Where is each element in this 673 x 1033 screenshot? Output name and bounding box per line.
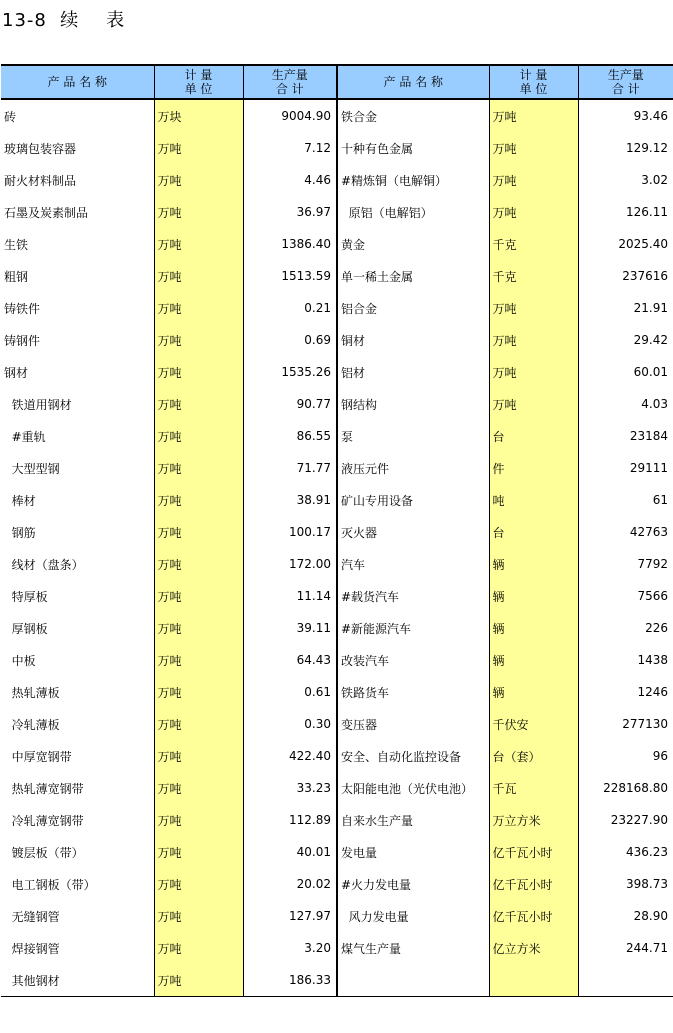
table-row [1, 196, 673, 228]
value-cell: 7.12 [243, 132, 337, 164]
product-name-cell: 铝材 [341, 365, 366, 380]
unit-cell: 万吨 [154, 420, 243, 452]
unit-cell: 万吨 [154, 900, 243, 932]
value-cell: 42763 [629, 525, 668, 539]
header-unit-right: 计 量 单 位 [489, 65, 578, 99]
unit-cell: 辆 [489, 580, 578, 612]
table-row [1, 932, 673, 964]
value-cell: 20.02 [243, 868, 337, 900]
value-cell: 237616 [622, 269, 668, 283]
table-row [1, 708, 673, 740]
header-total-right: 生产量 合 计 [578, 65, 673, 99]
value-cell: 38.91 [243, 484, 337, 516]
value-cell: 71.77 [243, 452, 337, 484]
product-name-cell: 钢结构 [341, 397, 378, 412]
unit-cell: 万吨 [154, 612, 243, 644]
unit-cell: 件 [489, 452, 578, 484]
value-cell: 129.12 [626, 141, 668, 155]
product-name-cell: 铝合金 [341, 301, 378, 316]
unit-cell: 万吨 [154, 452, 243, 484]
table-row [1, 548, 673, 580]
unit-cell: 万吨 [489, 388, 578, 420]
unit-cell: 辆 [489, 644, 578, 676]
value-cell: 29111 [629, 461, 668, 475]
product-name-cell: 冷轧薄板 [4, 717, 60, 732]
product-name-cell: #新能源汽车 [341, 621, 412, 636]
product-name-cell: 热轧薄宽钢带 [4, 781, 84, 796]
product-name-cell: 生铁 [4, 237, 29, 252]
value-cell: 9004.90 [243, 99, 337, 132]
product-name-cell: 太阳能电池（光伏电池） [341, 781, 474, 796]
value-cell: 2025.40 [618, 237, 668, 251]
unit-cell: 万吨 [154, 676, 243, 708]
value-cell: 0.21 [243, 292, 337, 324]
table-row [1, 900, 673, 932]
unit-cell: 万吨 [154, 644, 243, 676]
table-row [1, 772, 673, 804]
unit-cell: 万吨 [489, 356, 578, 388]
unit-cell: 辆 [489, 612, 578, 644]
unit-cell: 万吨 [154, 516, 243, 548]
value-cell: 7566 [637, 589, 668, 603]
table-row [1, 356, 673, 388]
table-row [1, 644, 673, 676]
table-row [1, 612, 673, 644]
value-cell: 60.01 [633, 365, 668, 379]
table-row [1, 99, 673, 132]
unit-cell: 辆 [489, 676, 578, 708]
product-name-cell: 特厚板 [4, 589, 48, 604]
product-name-cell: 焊接钢管 [4, 941, 60, 956]
header-row [1, 65, 673, 99]
unit-cell: 万吨 [154, 964, 243, 997]
table-row [1, 836, 673, 868]
product-name-cell: 发电量 [341, 845, 378, 860]
value-cell: 3.20 [243, 932, 337, 964]
value-cell: 86.55 [243, 420, 337, 452]
value-cell: 112.89 [243, 804, 337, 836]
value-cell: 40.01 [243, 836, 337, 868]
unit-cell: 万吨 [154, 548, 243, 580]
value-cell: 186.33 [243, 964, 337, 997]
table-row [1, 228, 673, 260]
product-name-cell: 风力发电量 [341, 909, 409, 924]
value-cell: 0.61 [243, 676, 337, 708]
unit-cell: 万吨 [154, 804, 243, 836]
product-name-cell: 钢材 [4, 365, 29, 380]
product-name-cell: 铁道用钢材 [4, 397, 72, 412]
product-name-cell: 耐火材料制品 [4, 173, 77, 188]
table-title: 13-8 续 表 [2, 10, 126, 31]
value-cell: 11.14 [243, 580, 337, 612]
unit-cell: 万块 [154, 99, 243, 132]
value-cell: 277130 [622, 717, 668, 731]
unit-cell: 万吨 [489, 324, 578, 356]
value-cell: 39.11 [243, 612, 337, 644]
value-cell: 28.90 [633, 909, 668, 923]
value-cell: 127.97 [243, 900, 337, 932]
product-name-cell: 灭火器 [341, 525, 378, 540]
table-row [1, 740, 673, 772]
unit-cell: 亿千瓦小时 [489, 900, 578, 932]
unit-cell: 万吨 [489, 99, 578, 132]
product-name-cell: #重轨 [4, 429, 46, 444]
product-name-cell: 泵 [341, 429, 354, 444]
value-cell: 228168.80 [603, 781, 668, 795]
table-row [1, 132, 673, 164]
unit-cell: 万吨 [154, 932, 243, 964]
product-name-cell: 改装汽车 [341, 653, 390, 668]
product-name-cell: 汽车 [341, 557, 366, 572]
product-name-cell: #火力发电量 [341, 877, 412, 892]
unit-cell: 万吨 [154, 836, 243, 868]
value-cell: 36.97 [243, 196, 337, 228]
table-row [1, 324, 673, 356]
unit-cell: 万立方米 [489, 804, 578, 836]
value-cell: 172.00 [243, 548, 337, 580]
unit-cell: 万吨 [154, 484, 243, 516]
value-cell: 422.40 [243, 740, 337, 772]
table-row [1, 868, 673, 900]
unit-cell: 台（套） [489, 740, 578, 772]
unit-cell: 万吨 [154, 292, 243, 324]
product-name-cell: 中板 [4, 653, 36, 668]
unit-cell: 辆 [489, 548, 578, 580]
header-product-name: 产 品 名 称 [1, 65, 154, 99]
value-cell [578, 964, 673, 997]
product-name-cell: 砖 [4, 109, 17, 124]
product-name-cell: #精炼铜（电解铜） [341, 173, 448, 188]
product-name-cell: 电工钢板（带） [4, 877, 96, 892]
value-cell: 1513.59 [243, 260, 337, 292]
product-name-cell: 中厚宽钢带 [4, 749, 72, 764]
product-name-cell: 大型型钢 [4, 461, 60, 476]
unit-cell: 亿立方米 [489, 932, 578, 964]
table-row [1, 420, 673, 452]
product-name-cell: 铜材 [341, 333, 366, 348]
unit-cell: 万吨 [154, 324, 243, 356]
product-name-cell: 无缝钢管 [4, 909, 60, 924]
value-cell: 4.46 [243, 164, 337, 196]
product-name-cell: 铸钢件 [4, 333, 41, 348]
header-unit: 计 量 单 位 [154, 65, 243, 99]
product-name-cell: 热轧薄板 [4, 685, 60, 700]
table-row [1, 260, 673, 292]
product-name-cell: 原铝（电解铝） [341, 205, 433, 220]
unit-cell: 吨 [489, 484, 578, 516]
product-name-cell: 冷轧薄宽钢带 [4, 813, 84, 828]
product-name-cell: 铸铁件 [4, 301, 41, 316]
product-name-cell: 单一稀土金属 [341, 269, 414, 284]
unit-cell: 万吨 [154, 740, 243, 772]
value-cell: 3.02 [641, 173, 668, 187]
unit-cell: 万吨 [489, 164, 578, 196]
value-cell: 226 [645, 621, 668, 635]
value-cell: 100.17 [243, 516, 337, 548]
unit-cell: 万吨 [489, 196, 578, 228]
product-name-cell: 矿山专用设备 [341, 493, 414, 508]
unit-cell: 万吨 [154, 772, 243, 804]
product-name-cell: 黄金 [341, 237, 366, 252]
value-cell: 436.23 [626, 845, 668, 859]
product-name-cell: 镀层板（带） [4, 845, 84, 860]
unit-cell: 万吨 [154, 708, 243, 740]
value-cell: 64.43 [243, 644, 337, 676]
product-name-cell: 玻璃包装容器 [4, 141, 77, 156]
value-cell: 23227.90 [610, 813, 668, 827]
table-row [1, 804, 673, 836]
table-row [1, 452, 673, 484]
table-row [1, 580, 673, 612]
product-name-cell: 铁合金 [341, 109, 378, 124]
unit-cell: 万吨 [154, 228, 243, 260]
product-name-cell: 厚钢板 [4, 621, 48, 636]
value-cell: 61 [652, 493, 668, 507]
value-cell: 1386.40 [243, 228, 337, 260]
product-name-cell: 自来水生产量 [341, 813, 414, 828]
value-cell: 96 [652, 749, 668, 763]
unit-cell [489, 964, 578, 997]
unit-cell: 万吨 [489, 132, 578, 164]
unit-cell: 台 [489, 420, 578, 452]
value-cell: 93.46 [633, 109, 668, 123]
value-cell: 21.91 [633, 301, 668, 315]
unit-cell: 万吨 [154, 388, 243, 420]
value-cell: 33.23 [243, 772, 337, 804]
unit-cell: 万吨 [154, 164, 243, 196]
table-row [1, 292, 673, 324]
product-name-cell: 其他钢材 [1, 964, 154, 997]
value-cell: 126.11 [626, 205, 668, 219]
product-name-cell: 棒材 [4, 493, 36, 508]
product-name-cell [337, 964, 489, 997]
unit-cell: 万吨 [154, 356, 243, 388]
unit-cell: 万吨 [154, 196, 243, 228]
unit-cell: 万吨 [154, 868, 243, 900]
header-total: 生产量 合 计 [243, 65, 337, 99]
value-cell: 29.42 [633, 333, 668, 347]
product-name-cell: 液压元件 [341, 461, 390, 476]
value-cell: 4.03 [641, 397, 668, 411]
header-product-name-right: 产 品 名 称 [337, 65, 489, 99]
product-name-cell: 铁路货车 [341, 685, 390, 700]
product-name-cell: 线材（盘条） [4, 557, 84, 572]
product-name-cell: #载货汽车 [341, 589, 400, 604]
value-cell: 90.77 [243, 388, 337, 420]
table-row [1, 964, 673, 997]
value-cell: 1535.26 [243, 356, 337, 388]
unit-cell: 台 [489, 516, 578, 548]
table-row [1, 388, 673, 420]
value-cell: 1438 [637, 653, 668, 667]
product-name-cell: 十种有色金属 [341, 141, 414, 156]
product-name-cell: 钢筋 [4, 525, 36, 540]
unit-cell: 万吨 [154, 580, 243, 612]
value-cell: 7792 [637, 557, 668, 571]
unit-cell: 亿千瓦小时 [489, 868, 578, 900]
unit-cell: 千瓦 [489, 772, 578, 804]
unit-cell: 万吨 [489, 292, 578, 324]
unit-cell: 万吨 [154, 132, 243, 164]
product-name-cell: 煤气生产量 [341, 941, 402, 956]
unit-cell: 万吨 [154, 260, 243, 292]
unit-cell: 亿千瓦小时 [489, 836, 578, 868]
value-cell: 244.71 [626, 941, 668, 955]
product-name-cell: 粗钢 [4, 269, 29, 284]
table-row [1, 484, 673, 516]
product-name-cell: 石墨及炭素制品 [4, 205, 89, 220]
value-cell: 23184 [629, 429, 668, 443]
production-table [1, 64, 673, 997]
table-row [1, 516, 673, 548]
product-name-cell: 安全、自动化监控设备 [341, 749, 462, 764]
value-cell: 0.30 [243, 708, 337, 740]
product-name-cell: 变压器 [341, 717, 378, 732]
table-row [1, 676, 673, 708]
unit-cell: 千克 [489, 260, 578, 292]
table-row [1, 164, 673, 196]
value-cell: 0.69 [243, 324, 337, 356]
unit-cell: 千克 [489, 228, 578, 260]
unit-cell: 千伏安 [489, 708, 578, 740]
value-cell: 1246 [637, 685, 668, 699]
value-cell: 398.73 [626, 877, 668, 891]
